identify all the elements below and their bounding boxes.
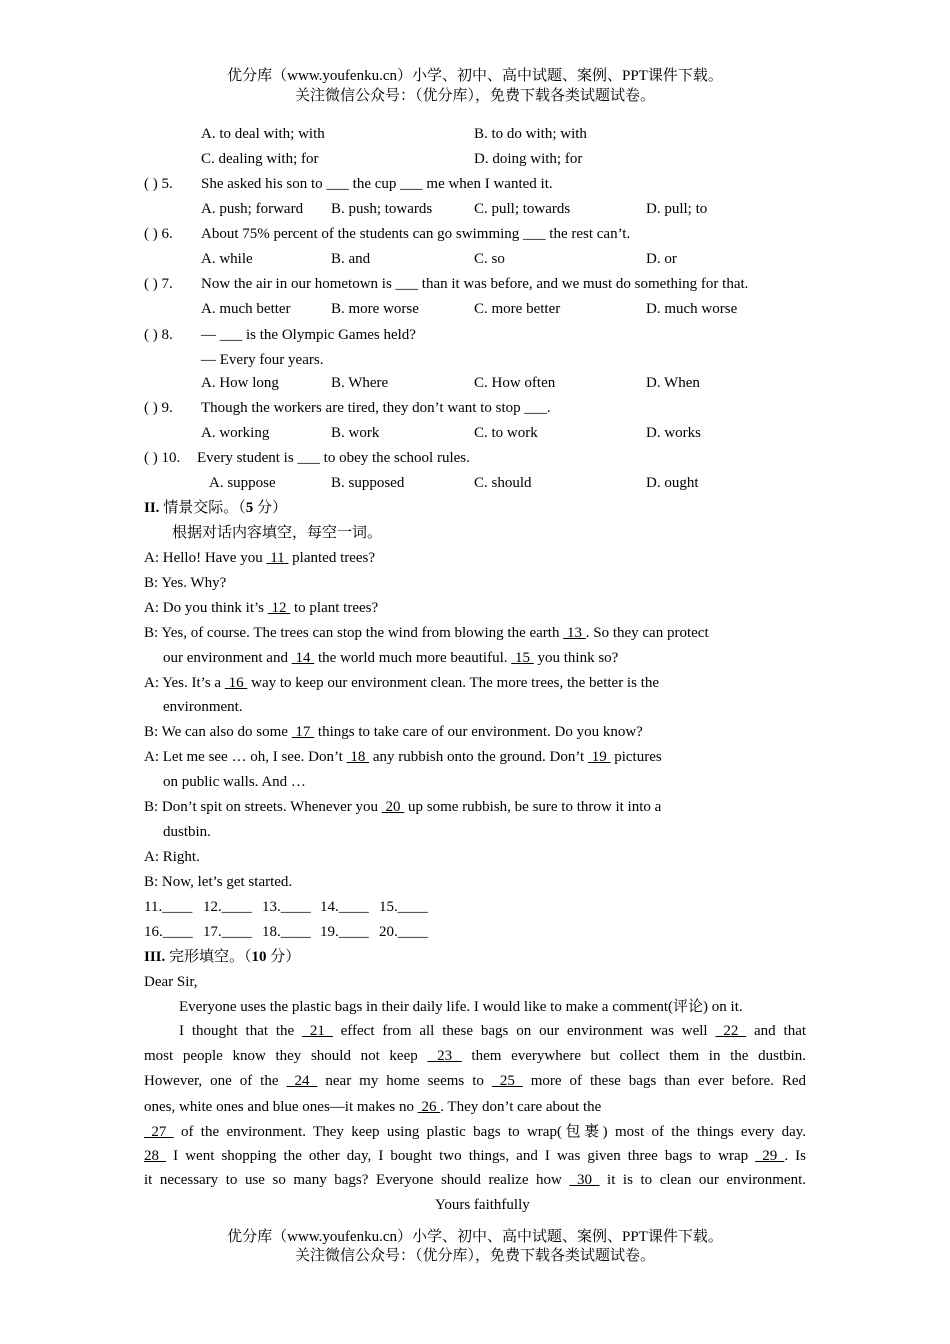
dialogue-line: A: Hello! Have you 11 planted trees? [144, 550, 376, 566]
q5-option-c: C. pull; towards [474, 201, 571, 217]
q6-option-b: B. and [331, 251, 371, 267]
blank-28: 28 [144, 1148, 159, 1164]
q8-option-b: B. Where [331, 375, 389, 391]
answer-slot-20: 20.____ [379, 924, 428, 940]
q8-option-a: A. How long [201, 375, 279, 391]
blank-13: 13 [566, 625, 582, 641]
header-line-1: 优分库（www.youfenku.cn）小学、初中、高中试题、案例、PPT课件下载。 [227, 68, 723, 84]
blank-16: 16 [228, 675, 244, 691]
section-2-heading [144, 498, 287, 518]
q7-number: ( ) 7. [144, 276, 173, 292]
dialogue-line: A: Yes. It’s a 16 way to keep our environment clean. The more trees, the better is the [144, 675, 660, 691]
dialogue-line: environment. [163, 699, 243, 715]
answer-slot-11: 11.____ [144, 899, 193, 915]
letter-salutation: Dear Sir, [144, 974, 198, 990]
q6-option-d: D. or [646, 251, 677, 267]
q10-option-b: B. supposed [331, 475, 405, 491]
dialogue-line: on public walls. And … [163, 774, 306, 790]
letter-line: most people know they should not keep 23 them everywhere but collect them in the dustbin. [144, 1048, 807, 1064]
dialogue-line: A: Right. [144, 849, 200, 865]
header-line-2: 关注微信公众号：（优分库），免费下载各类试题试卷。 [294, 88, 655, 104]
q8-option-d: D. When [646, 375, 700, 391]
q5-stem: She asked his son to ___ the cup ___ me when I wanted it. [201, 176, 553, 192]
section-3-heading [144, 947, 300, 967]
q9-option-b: B. work [331, 425, 380, 441]
q4-option-a: A. to deal with; with [201, 126, 325, 142]
blank-21: 21 [309, 1023, 325, 1039]
section-2-instruction: 根据对话内容填空，每空一词。 [172, 525, 383, 541]
q6-stem: About 75% percent of the students can go swimming ___ the rest can’t. [201, 226, 631, 242]
letter-line: 28 I went shopping the other day, I bought two things, and I was given three bags to wrap 29 . Is [144, 1148, 806, 1164]
q10-number: ( ) 10. [144, 450, 181, 466]
answer-slot-15: 15.____ [379, 899, 428, 915]
answer-slot-18: 18.____ [262, 924, 311, 940]
q8-option-c: C. How often [474, 375, 556, 391]
q7-stem: Now the air in our hometown is ___ than it was before, and we must do something for that. [201, 276, 749, 292]
section-2-score: 5 [245, 500, 254, 516]
q6-option-c: C. so [474, 251, 505, 267]
q9-option-c: C. to work [474, 425, 538, 441]
q10-option-c: C. should [474, 475, 532, 491]
blank-30: 30 [576, 1172, 592, 1188]
blank-25: 25 [499, 1073, 515, 1089]
dialogue-line: A: Let me see … oh, I see. Don’t 18 any rubbish onto the ground. Don’t 19 pictures [144, 749, 662, 765]
blank-11: 11 [270, 550, 285, 566]
answer-slot-14: 14.____ [320, 899, 369, 915]
q8-number: ( ) 8. [144, 327, 173, 343]
blank-19: 19 [591, 749, 607, 765]
letter-line: Everyone uses the plastic bags in their daily life. I would like to make a comment(评论) on it. [179, 999, 743, 1015]
blank-12: 12 [271, 600, 287, 616]
answer-slot-16: 16.____ [144, 924, 193, 940]
q9-number: ( ) 9. [144, 400, 173, 416]
section-2-title-end: 分） [253, 500, 287, 516]
blank-29: 29 [762, 1148, 778, 1164]
section-3-title-end: 分） [266, 949, 301, 965]
q6-option-a: A. while [201, 251, 253, 267]
q7-option-c: C. more better [474, 301, 561, 317]
letter-line: ones, white ones and blue ones—it makes no 26 . They don’t care about the [144, 1099, 602, 1115]
answer-slot-17: 17.____ [203, 924, 252, 940]
blank-26: 26 [421, 1099, 437, 1115]
blank-15: 15 [515, 650, 530, 666]
q5-number: ( ) 5. [144, 176, 173, 192]
q8-stem-reply: — Every four years. [201, 352, 324, 368]
letter-line: I thought that the 21 effect from all these bags on our environment was well 22 and that [179, 1023, 807, 1039]
footer-line-1: 优分库（www.youfenku.cn）小学、初中、高中试题、案例、PPT课件下载。 [227, 1229, 723, 1245]
dialogue-line: A: Do you think it’s 12 to plant trees? [144, 600, 379, 616]
letter-line: However, one of the 24 near my home seems to 25 more of these bags than ever before. Red [144, 1073, 806, 1089]
q4-option-c: C. dealing with; for [201, 151, 319, 167]
letter-line: 27 of the environment. They keep using plastic bags to wrap(包裹) most of the things every day. [144, 1122, 806, 1142]
dialogue-line: B: Yes, of course. The trees can stop the wind from blowing the earth 13 . So they can protect [144, 625, 709, 641]
section-3-title: 完形填空。（ [165, 949, 252, 965]
blank-18: 18 [350, 749, 366, 765]
q9-option-a: A. working [201, 425, 270, 441]
blank-23: 23 [437, 1048, 453, 1064]
q7-option-a: A. much better [201, 301, 291, 317]
blank-20: 20 [385, 799, 401, 815]
q5-option-a: A. push; forward [201, 201, 304, 217]
q8-stem: — ___ is the Olympic Games held? [201, 327, 416, 343]
blank-14: 14 [295, 650, 311, 666]
dialogue-line: dustbin. [163, 824, 211, 840]
section-3-roman: III. [144, 949, 166, 965]
q10-stem: Every student is ___ to obey the school rules. [197, 450, 470, 466]
answer-slot-13: 13.____ [262, 899, 311, 915]
q7-option-b: B. more worse [331, 301, 419, 317]
letter-line: it necessary to use so many bags? Everyone should realize how 30 it is to clean our environment. [144, 1172, 806, 1188]
blank-27: 27 [151, 1124, 167, 1140]
letter-closing: Yours faithfully [435, 1197, 530, 1213]
answer-slot-12: 12.____ [203, 899, 252, 915]
q4-option-b: B. to do with; with [474, 126, 587, 142]
q7-option-d: D. much worse [646, 301, 738, 317]
blank-22: 22 [723, 1023, 739, 1039]
section-2-roman: II. [144, 500, 160, 516]
blank-24: 24 [294, 1073, 310, 1089]
dialogue-line: B: Now, let’s get started. [144, 874, 293, 890]
dialogue-line: B: Don’t spit on streets. Whenever you 20 up some rubbish, be sure to throw it into a [144, 799, 662, 815]
q10-option-d: D. ought [646, 475, 699, 491]
section-3-score: 10 [251, 949, 267, 965]
q10-option-a: A. suppose [209, 475, 276, 491]
dialogue-line: B: We can also do some 17 things to take care of our environment. Do you know? [144, 724, 643, 740]
q9-option-d: D. works [646, 425, 701, 441]
q6-number: ( ) 6. [144, 226, 173, 242]
q4-option-d: D. doing with; for [474, 151, 583, 167]
q5-option-b: B. push; towards [331, 201, 433, 217]
q5-option-d: D. pull; to [646, 201, 708, 217]
footer-line-2: 关注微信公众号：（优分库），免费下载各类试题试卷。 [294, 1248, 655, 1264]
section-2-title: 情景交际。（ [159, 500, 246, 516]
answer-slot-19: 19.____ [320, 924, 369, 940]
dialogue-line: B: Yes. Why? [144, 575, 227, 591]
dialogue-line: our environment and 14 the world much more beautiful. 15 you think so? [163, 650, 619, 666]
blank-17: 17 [295, 724, 311, 740]
q9-stem: Though the workers are tired, they don’t want to stop ___. [201, 400, 551, 416]
